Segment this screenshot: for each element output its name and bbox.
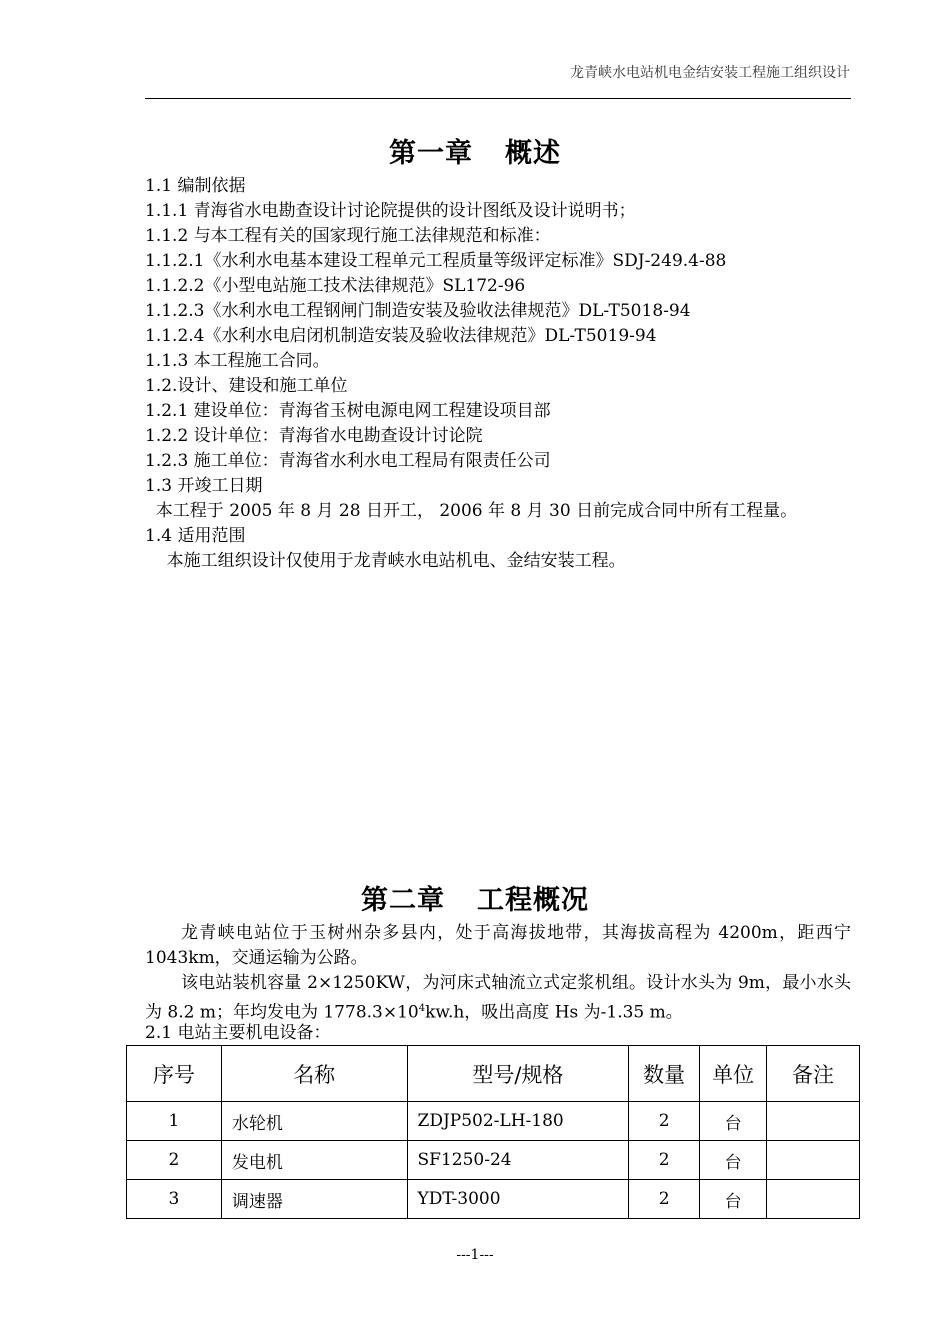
chapter-1-number: 第一章	[389, 138, 473, 169]
ch1-line: 1.1 编制依据	[145, 176, 246, 196]
col-header-name: 名称	[221, 1046, 407, 1102]
table-header-row	[127, 1046, 860, 1102]
page-number: ---1---	[456, 1247, 494, 1263]
superscript-exponent: 4	[418, 1003, 426, 1014]
col-header-model: 型号/规格	[407, 1046, 629, 1102]
cell-quantity: 2	[629, 1141, 700, 1180]
ch1-line: 1.2.设计、建设和施工单位	[145, 376, 348, 396]
cell-quantity: 2	[629, 1102, 700, 1141]
cell-name: 调速器	[221, 1180, 407, 1219]
col-header-remarks: 备注	[767, 1046, 860, 1102]
table-row	[127, 1180, 860, 1219]
cell-unit: 台	[700, 1180, 767, 1219]
ch1-line: 1.1.3 本工程施工合同。	[145, 351, 330, 371]
chapter-2-name: 工程概况	[477, 885, 589, 916]
ch1-line: 1.1.2.1《水利水电基本建设工程单元工程质量等级评定标准》SDJ-249.4-88	[145, 251, 727, 271]
equipment-table	[126, 1045, 860, 1219]
cell-name: 水轮机	[221, 1102, 407, 1141]
ch1-line: 1.1.2 与本工程有关的国家现行施工法律规范和标准：	[145, 226, 551, 246]
cell-model: YDT-3000	[407, 1180, 629, 1219]
ch1-line: 1.1.2.2《小型电站施工技术法律规范》SL172-96	[145, 276, 526, 296]
ch2-paragraph-2	[145, 971, 851, 1026]
ch1-line: 1.2.2 设计单位：青海省水电勘查设计讨论院	[145, 426, 483, 446]
cell-model: ZDJP502-LH-180	[407, 1102, 629, 1141]
running-header: 龙青峡水电站机电金结安装工程施工组织设计	[570, 65, 850, 81]
ch1-line: 1.1.2.3《水利水电工程钢闸门制造安装及验收法律规范》DL-T5018-94	[145, 301, 691, 321]
cell-index: 1	[127, 1102, 222, 1141]
chapter-1-title	[0, 131, 950, 170]
chapter-2-number: 第二章	[361, 885, 445, 916]
table-row	[127, 1102, 860, 1141]
ch2-paragraph-1: 龙青峡电站位于玉树州杂多县内，处于高海拔地带，其海拔高程为 4200m，距西宁 1043km，交通运输为公路。	[145, 923, 851, 968]
section-2-1-title: 2.1 电站主要机电设备：	[145, 1023, 331, 1043]
cell-remarks	[767, 1180, 860, 1219]
ch1-line: 1.1.2.4《水利水电启闭机制造安装及验收法律规范》DL-T5019-94	[145, 326, 657, 346]
ch1-line: 1.4 适用范围	[145, 526, 246, 546]
cell-remarks	[767, 1141, 860, 1180]
col-header-index: 序号	[127, 1046, 222, 1102]
cell-index: 2	[127, 1141, 222, 1180]
cell-name: 发电机	[221, 1141, 407, 1180]
ch2-paragraph-2-text-a: 该电站装机容量 2×1250KW，为河床式轴流立式定浆机组。设计水头为 9m，最小水头为 8.2 m；年均发电为 1778.3×10	[145, 973, 851, 1023]
ch1-line: 1.1.1 青海省水电勘查设计讨论院提供的设计图纸及设计说明书；	[145, 201, 636, 221]
ch1-line: 1.2.1 建设单位：青海省玉树电源电网工程建设项目部	[145, 401, 551, 421]
ch1-line: 1.3 开竣工日期	[145, 476, 263, 496]
ch1-line: 本工程于 2005 年 8 月 28 日开工， 2006 年 8 月 30 日前完成合同中所有工程量。	[145, 501, 798, 521]
ch1-line: 1.2.3 施工单位：青海省水利水电工程局有限责任公司	[145, 451, 551, 471]
cell-remarks	[767, 1102, 860, 1141]
cell-quantity: 2	[629, 1180, 700, 1219]
ch1-line: 本施工组织设计仅使用于龙青峡水电站机电、金结安装工程。	[145, 551, 626, 571]
cell-unit: 台	[700, 1141, 767, 1180]
cell-model: SF1250-24	[407, 1141, 629, 1180]
table-row	[127, 1141, 860, 1180]
col-header-unit: 单位	[700, 1046, 767, 1102]
cell-index: 3	[127, 1180, 222, 1219]
cell-unit: 台	[700, 1102, 767, 1141]
chapter-2-title	[0, 878, 950, 917]
chapter-1-name: 概述	[505, 138, 561, 169]
col-header-quantity: 数量	[629, 1046, 700, 1102]
ch2-paragraph-2-text-b: kw.h，吸出高度 Hs 为-1.35 m。	[425, 1002, 683, 1023]
header-divider	[145, 98, 851, 99]
